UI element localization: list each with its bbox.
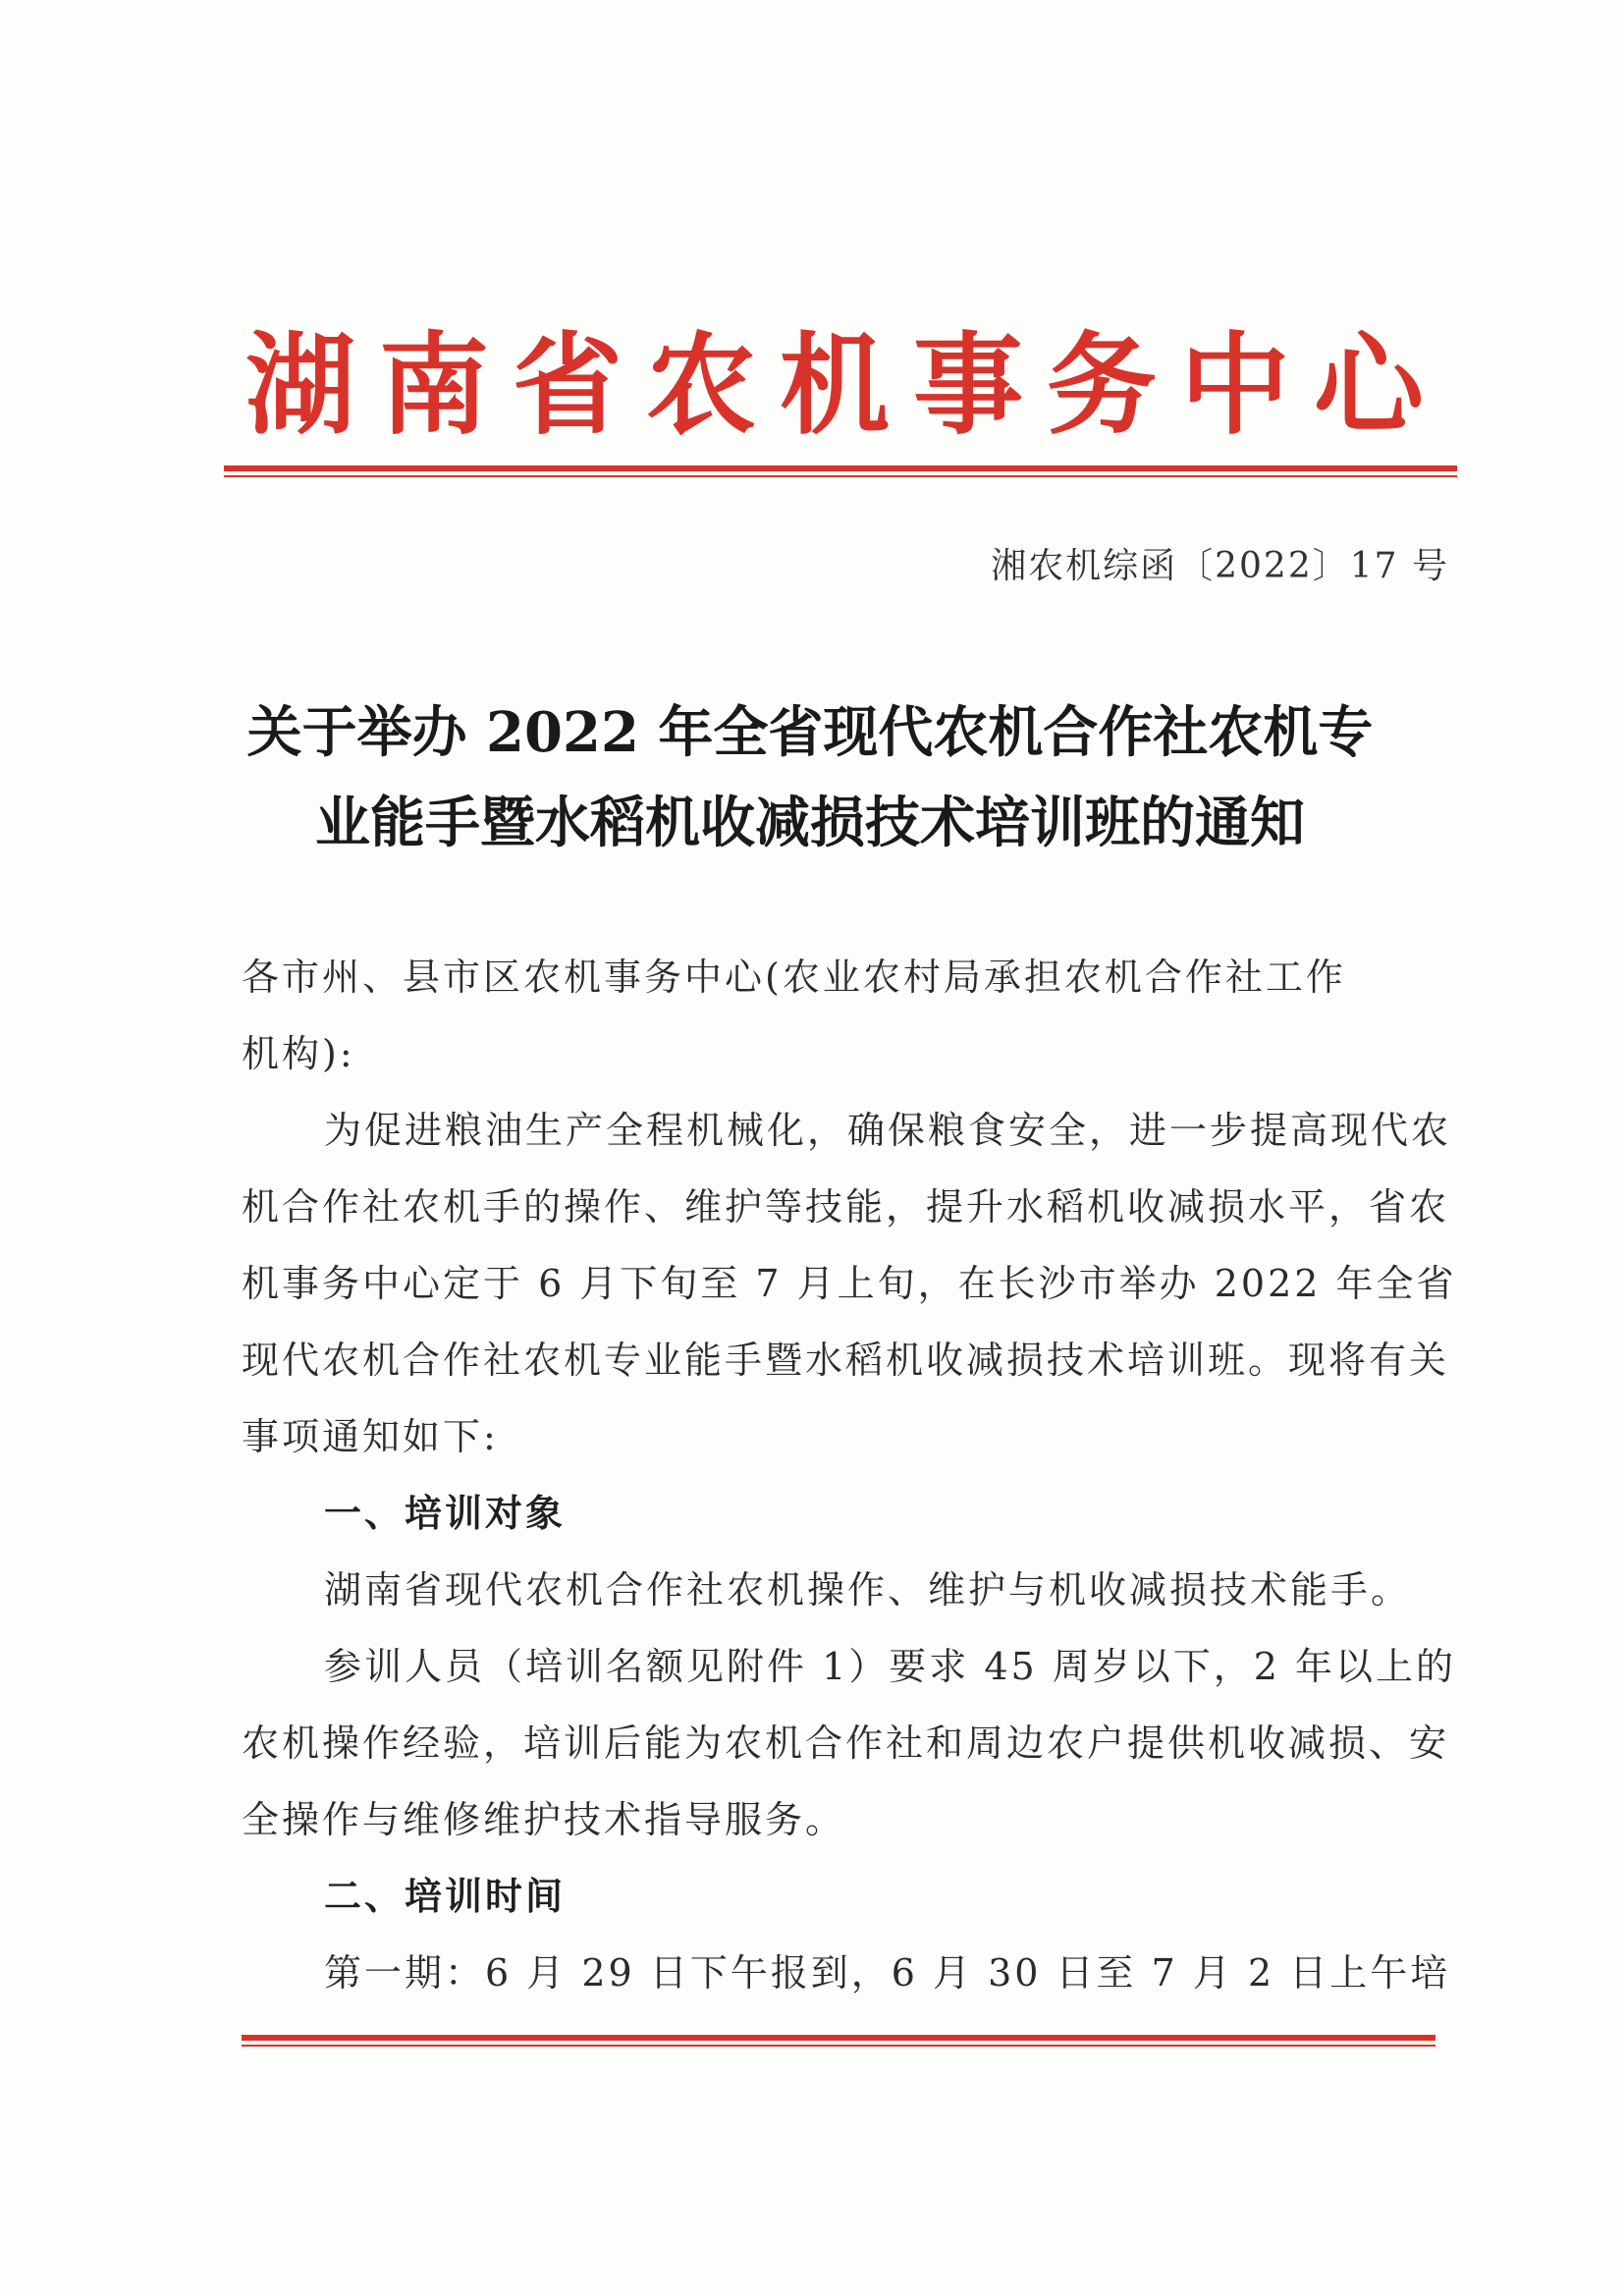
footer-red-rule bbox=[242, 2035, 1435, 2041]
header-red-rule bbox=[224, 465, 1457, 471]
intro-paragraph: 为促进粮油生产全程机械化，确保粮食安全，进一步提高现代农机合作社农机手的操作、维护等技能，提升水稻机收减损水平，省农机事务中心定于 6 月下旬至 7 月上旬，在长沙市举办 2022 年全省现代农机合作社农机专业能手暨水稻机收减损技术培训班。现将有关事项通知如下: bbox=[242, 1109, 1457, 1458]
section-2-paragraph-1: 第一期：6 月 29 日下午报到，6 月 30 日至 7 月 2 日上午培 bbox=[324, 1951, 1451, 1995]
header-red-rule-thin bbox=[224, 475, 1457, 477]
footer-red-rule-thin bbox=[242, 2045, 1435, 2047]
title-line-2: 业能手暨水稻机收减损技术培训班的通知 bbox=[315, 791, 1305, 855]
agency-name-header: 湖南省农机事务中心 bbox=[245, 322, 1447, 450]
addressee bbox=[242, 939, 1469, 1092]
section-1-paragraph-2: 参训人员（培训名额见附件 1）要求 45 周岁以下，2 年以上的农机操作经验，培训后能为农机合作社和周边农户提供机收减损、安全操作与维修维护技术指导服务。 bbox=[242, 1645, 1457, 1841]
section-2-heading: 二、培训时间 bbox=[324, 1875, 567, 1918]
section-1-paragraph-1: 湖南省现代农机合作社农机操作、维护与机收减损技术能手。 bbox=[324, 1568, 1412, 1612]
document-title bbox=[187, 687, 1434, 868]
addressee-line-1: 各市州、县市区农机事务中心(农业农村局承担农机合作社工作 bbox=[242, 956, 1346, 999]
section-1-heading: 一、培训对象 bbox=[324, 1492, 567, 1535]
title-line-1: 关于举办 2022 年全省现代农机合作社农机专 bbox=[246, 700, 1374, 765]
addressee-line-2: 机构): bbox=[242, 1032, 355, 1075]
document-number: 湘农机综函〔2022〕17 号 bbox=[991, 546, 1449, 586]
